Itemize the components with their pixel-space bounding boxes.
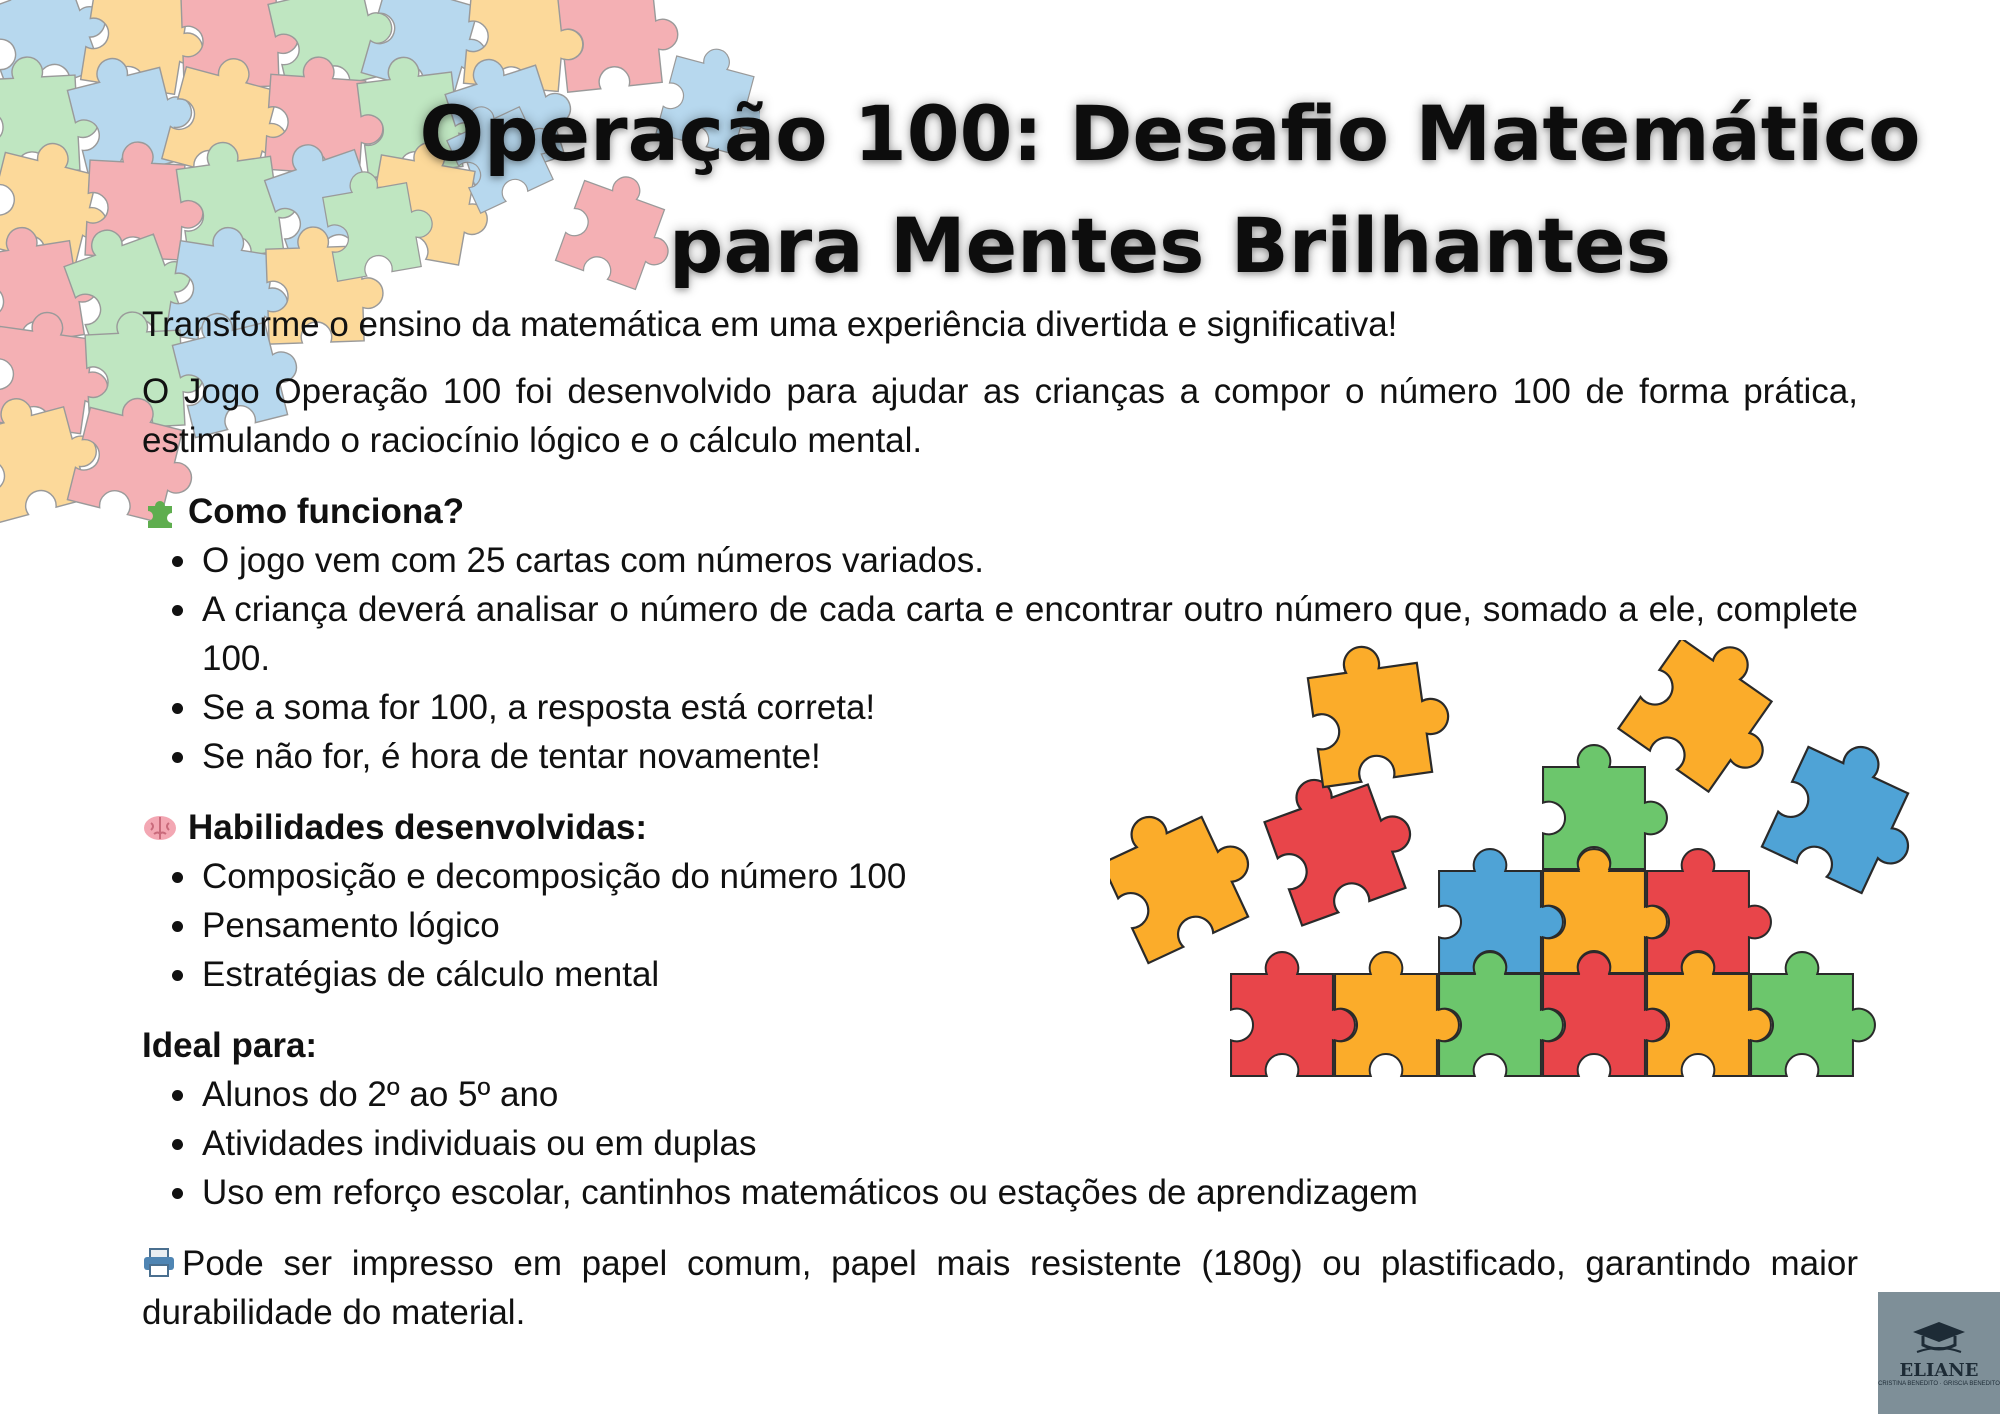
list-item: Uso em reforço escolar, cantinhos matemáticos ou estações de aprendizagem bbox=[202, 1168, 1858, 1217]
list-item: Pensamento lógico bbox=[202, 901, 1202, 950]
graduation-cap-icon bbox=[1909, 1318, 1969, 1362]
skills-heading-text: Habilidades desenvolvidas: bbox=[188, 808, 648, 847]
list-item: Alunos do 2º ao 5º ano bbox=[202, 1070, 1858, 1119]
ideal-for-heading-text: Ideal para: bbox=[142, 1026, 318, 1065]
how-it-works-heading bbox=[142, 487, 1858, 536]
print-note bbox=[142, 1239, 1858, 1337]
puzzle-piece-icon bbox=[142, 494, 178, 530]
printer-icon bbox=[142, 1247, 176, 1279]
puzzle-piece-floating bbox=[1110, 785, 1270, 963]
puzzle-piece-block bbox=[1751, 952, 1875, 1076]
logo bbox=[1878, 1292, 2000, 1414]
puzzle-illustration bbox=[1110, 640, 1920, 1090]
title-line-1: Operação 100: Desafio Matemático bbox=[419, 89, 1921, 178]
puzzle-piece-floating bbox=[1305, 640, 1456, 787]
logo-subtitle: CRISTINA BENEDITO · GRISCIA BENEDITO bbox=[1878, 1381, 2000, 1387]
print-note-text: Pode ser impresso em papel comum, papel mais resistente (180g) ou plastificado, garantindo maior durabilidade do material. bbox=[142, 1244, 1858, 1332]
how-it-works-heading-text: Como funciona? bbox=[188, 492, 465, 531]
description-text: O Jogo Operação 100 foi desenvolvido para ajudar as crianças a compor o número 100 de forma prática, estimulando o raciocínio lógico e o cálculo mental. bbox=[142, 372, 1858, 460]
intro-text: Transforme o ensino da matemática em uma experiência divertida e significativa! bbox=[142, 305, 1398, 344]
title-line-2: para Mentes Brilhantes bbox=[669, 201, 1671, 290]
logo-name: ELIANE bbox=[1899, 1360, 1979, 1381]
list-item: Atividades individuais ou em duplas bbox=[202, 1119, 1858, 1168]
list-item: Estratégias de cálculo mental bbox=[202, 950, 1202, 999]
brain-icon bbox=[142, 810, 178, 846]
list-item: Se não for, é hora de tentar novamente! bbox=[202, 732, 1858, 781]
list-item: O jogo vem com 25 cartas com números variados. bbox=[202, 536, 1858, 585]
list-item: Se a soma for 100, a resposta está correta! bbox=[202, 683, 1858, 732]
page-title bbox=[380, 78, 1960, 302]
list-item: A criança deverá analisar o número de cada carta e encontrar outro número que, somado a ele, complete 100. bbox=[202, 585, 1858, 683]
puzzle-piece-floating bbox=[1618, 640, 1804, 805]
puzzle-piece-floating bbox=[1762, 725, 1920, 903]
puzzle-piece-block bbox=[1647, 849, 1771, 973]
ideal-for-list bbox=[142, 1070, 1858, 1217]
puzzle-piece-block bbox=[1543, 745, 1667, 869]
list-item: Composição e decomposição do número 100 bbox=[202, 852, 1202, 901]
